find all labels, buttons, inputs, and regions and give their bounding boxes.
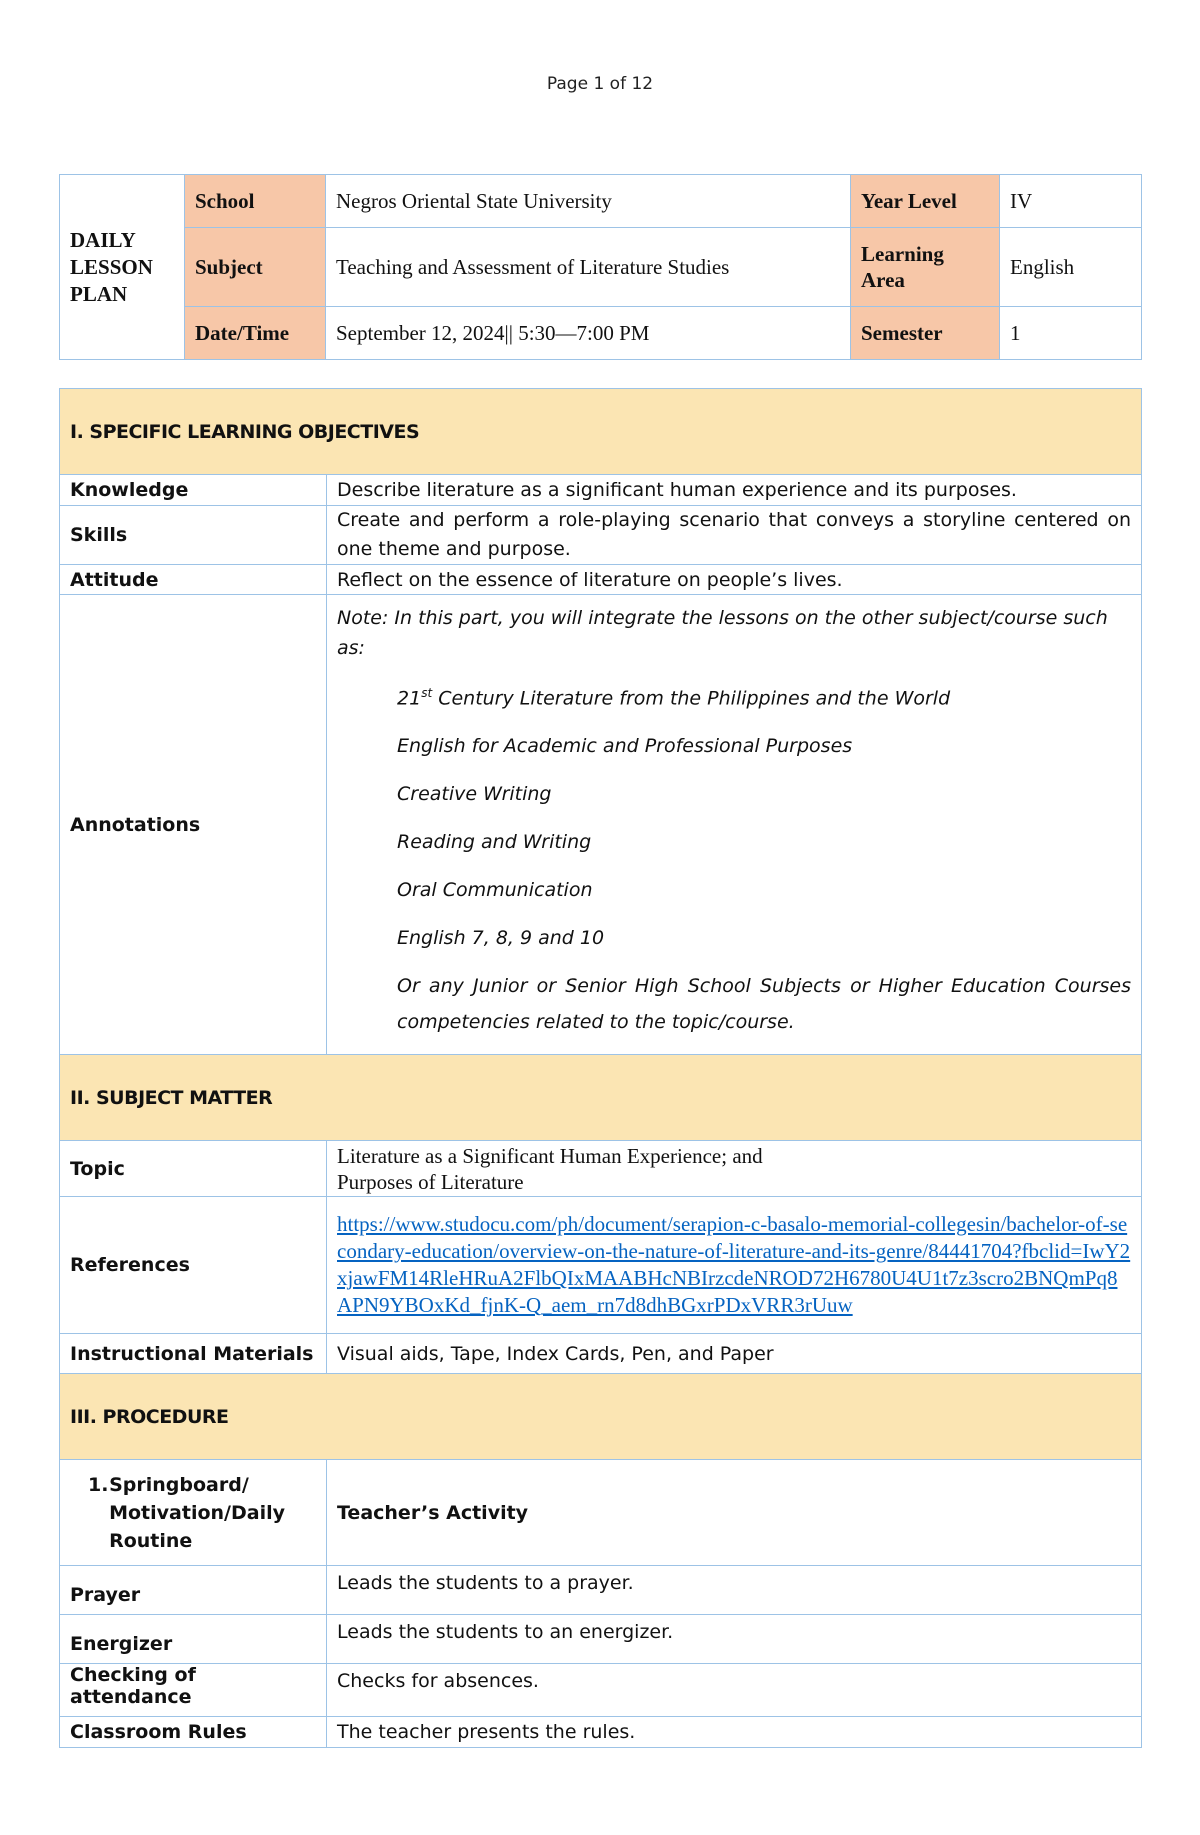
document-title: DAILY LESSON PLAN	[60, 175, 185, 360]
classroom-rules-text: The teacher presents the rules.	[327, 1717, 1142, 1748]
learning-area-value: English	[1000, 228, 1142, 307]
prayer-text: Leads the students to a prayer.	[327, 1566, 1142, 1615]
teacher-activity-header: Teacher’s Activity	[327, 1460, 1142, 1566]
topic-label: Topic	[60, 1141, 327, 1197]
attendance-text: Checks for absences.	[327, 1664, 1142, 1717]
knowledge-label: Knowledge	[60, 475, 327, 506]
semester-value: 1	[1000, 307, 1142, 360]
annotation-item: Reading and Writing	[397, 831, 592, 854]
procedure-step-number: 1.	[88, 1473, 109, 1496]
procedure-step-cell	[60, 1460, 327, 1566]
attendance-label: Checking of attendance	[60, 1664, 327, 1717]
procedure-step-label: Springboard/ Motivation/Daily Routine	[109, 1473, 285, 1552]
attitude-label: Attitude	[60, 565, 327, 595]
year-level-label: Year Level	[851, 175, 1000, 228]
subject-value: Teaching and Assessment of Literature Studies	[326, 228, 851, 307]
annotation-item-last: Or any Junior or Senior High School Subjects or Higher Education Courses competencies related to the topic/course.	[397, 975, 1132, 1034]
attitude-text: Reflect on the essence of literature on people’s lives.	[327, 565, 1142, 595]
references-cell	[327, 1197, 1142, 1334]
references-label: References	[60, 1197, 327, 1334]
annotations-content	[327, 595, 1142, 1055]
date-time-value: September 12, 2024|| 5:30—7:00 PM	[326, 307, 851, 360]
annotation-item: English for Academic and Professional Purposes	[397, 735, 853, 758]
annotations-list	[397, 669, 1131, 1040]
knowledge-text: Describe literature as a significant human experience and its purposes.	[327, 475, 1142, 506]
lesson-plan-header-table	[59, 174, 1142, 360]
section-heading-subject-matter: II. SUBJECT MATTER	[60, 1055, 1142, 1141]
skills-label: Skills	[60, 506, 327, 565]
materials-label: Instructional Materials	[60, 1334, 327, 1374]
annotations-note: Note: In this part, you will integrate the lessons on the other subject/course such as:	[337, 607, 1108, 659]
classroom-rules-label: Classroom Rules	[60, 1717, 327, 1748]
section-heading-objectives: I. SPECIFIC LEARNING OBJECTIVES	[60, 389, 1142, 475]
annotation-item: English 7, 8, 9 and 10	[397, 927, 605, 950]
lesson-plan-main-table	[59, 388, 1142, 1748]
annotation-item: Creative Writing	[397, 783, 552, 806]
reference-link[interactable]: https://www.studocu.com/ph/document/serapion-c-basalo-memorial-collegesin/bachelor-of-secondary-education/overview-on-the-nature-of-literature-and-its-genre/84441704?fbclid=IwY2xjawFM14RleHRuA2FlbQIxMAABHcNBIrzcdeNROD72H6780U4U1t7z3scro2BNQmPq8APN9YBOxKd_fjnK-Q_aem_rn7d8dhBGxrPDxVRR3rUuw	[337, 1212, 1131, 1318]
annotation-item: Oral Communication	[397, 879, 593, 902]
topic-text: Literature as a Significant Human Experience; and Purposes of Literature	[327, 1141, 1142, 1197]
section-heading-procedure: III. PROCEDURE	[60, 1374, 1142, 1460]
learning-area-label: Learning Area	[851, 228, 1000, 307]
page-number: Page 1 of 12	[546, 74, 654, 94]
semester-label: Semester	[851, 307, 1000, 360]
annotations-label: Annotations	[60, 595, 327, 1055]
materials-text: Visual aids, Tape, Index Cards, Pen, and Paper	[327, 1334, 1142, 1374]
energizer-label: Energizer	[60, 1615, 327, 1664]
energizer-text: Leads the students to an energizer.	[327, 1615, 1142, 1664]
date-time-label: Date/Time	[185, 307, 326, 360]
annotation-item: 21st Century Literature from the Philippines and the World	[397, 686, 951, 710]
school-value: Negros Oriental State University	[326, 175, 851, 228]
subject-label: Subject	[185, 228, 326, 307]
skills-text: Create and perform a role-playing scenario that conveys a storyline centered on one theme and purpose.	[327, 506, 1142, 565]
year-level-value: IV	[1000, 175, 1142, 228]
prayer-label: Prayer	[60, 1566, 327, 1615]
school-label: School	[185, 175, 326, 228]
